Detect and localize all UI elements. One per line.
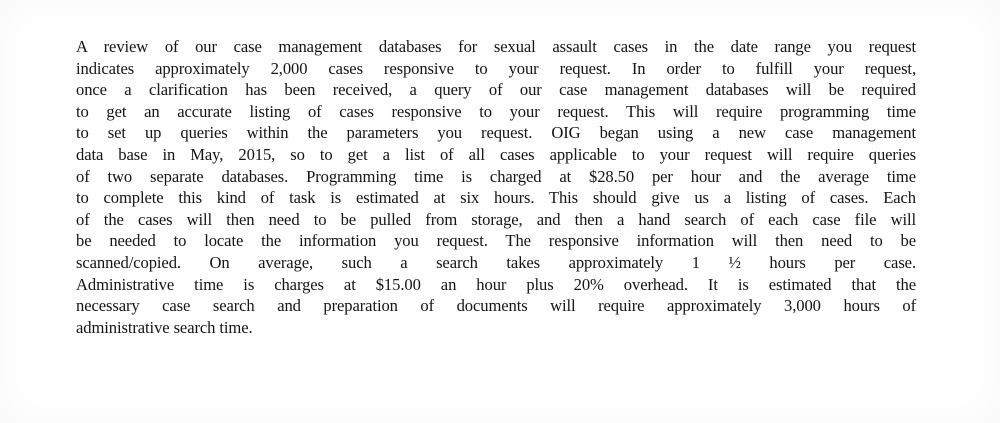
paragraph-line: administrative search time.: [76, 317, 253, 337]
paragraph-line: data base in May, 2015, so to get a list of all cases applicable to your request will require queries: [76, 144, 916, 164]
paragraph-line: of two separate databases. Programming time is charged at $28.50 per hour and the average time: [76, 166, 916, 186]
paragraph-line: indicates approximately 2,000 cases responsive to your request. In order to fulfill your request,: [76, 58, 916, 78]
paragraph-line: A review of our case management databases for sexual assault cases in the date range you request: [76, 37, 916, 56]
letter-paragraph: [76, 36, 916, 338]
paragraph-line: Administrative time is charges at $15.00 an hour plus 20% overhead. It is estimated that the: [76, 274, 916, 294]
paragraph-line: to set up queries within the parameters you request. OIG began using a new case management: [76, 123, 916, 143]
paragraph-line: to complete this kind of task is estimated at six hours. This should give us a listing of cases. Each: [76, 188, 916, 208]
paragraph-line: of the cases will then need to be pulled from storage, and then a hand search of each case file will: [76, 209, 916, 229]
paragraph-line: to get an accurate listing of cases responsive to your request. This will require programming time: [76, 101, 916, 121]
paragraph-line: once a clarification has been received, a query of our case management databases will be required: [76, 80, 916, 100]
paragraph-line: necessary case search and preparation of documents will require approximately 3,000 hours of: [76, 296, 916, 316]
paragraph-line: scanned/copied. On average, such a search takes approximately 1 ½ hours per case.: [76, 252, 916, 272]
paragraph-line: be needed to locate the information you request. The responsive information will then need to be: [76, 231, 916, 251]
